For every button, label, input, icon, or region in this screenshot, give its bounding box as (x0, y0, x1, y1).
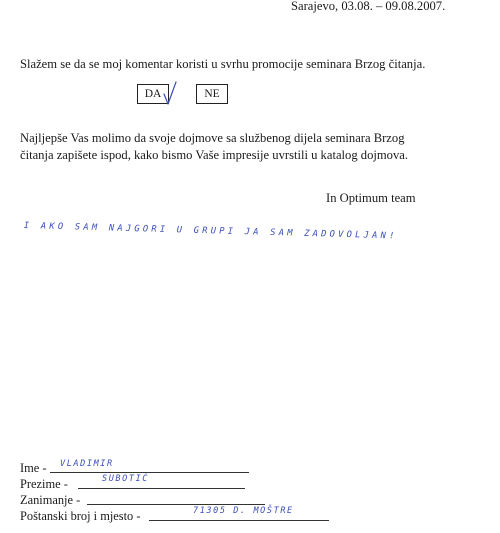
yes-label: DA (144, 88, 162, 100)
prezime-value: SUBOTIĆ (102, 474, 150, 484)
zanimanje-field-line[interactable] (87, 504, 265, 505)
request-paragraph (20, 130, 408, 164)
prezime-field-line[interactable] (78, 488, 245, 489)
postanski-label: Poštanski broj i mjesto - (20, 509, 141, 523)
ime-label: Ime - (20, 461, 47, 475)
request-line-2: čitanja zapišete ispod, kako bismo Vaše impresije uvrstili u katalog dojmova. (20, 148, 408, 162)
postanski-field-line[interactable] (149, 520, 329, 521)
consent-statement: Slažem se da se moj komentar koristi u svrhu promocije seminara Brzog čitanja. (20, 57, 426, 71)
document-date: Sarajevo, 03.08. – 09.08.2007. (291, 0, 446, 13)
ime-value: VLADIMIR (60, 459, 114, 469)
team-signature: In Optimum team (326, 191, 416, 205)
no-checkbox[interactable] (196, 84, 228, 104)
handwritten-comment: I AKO SAM NAJGORI U GRUPI JA SAM ZADOVOLJAN! (23, 221, 398, 242)
prezime-label: Prezime - (20, 477, 68, 491)
no-label: NE (204, 88, 220, 100)
zanimanje-label: Zanimanje - (20, 493, 81, 507)
postanski-value: 71305 D. MOŠTRE (193, 506, 294, 516)
ime-field-line[interactable] (50, 472, 249, 473)
check-mark-icon (162, 80, 178, 106)
request-line-1: Najljepše Vas molimo da svoje dojmove sa službenog dijela seminara Brzog (20, 131, 405, 145)
